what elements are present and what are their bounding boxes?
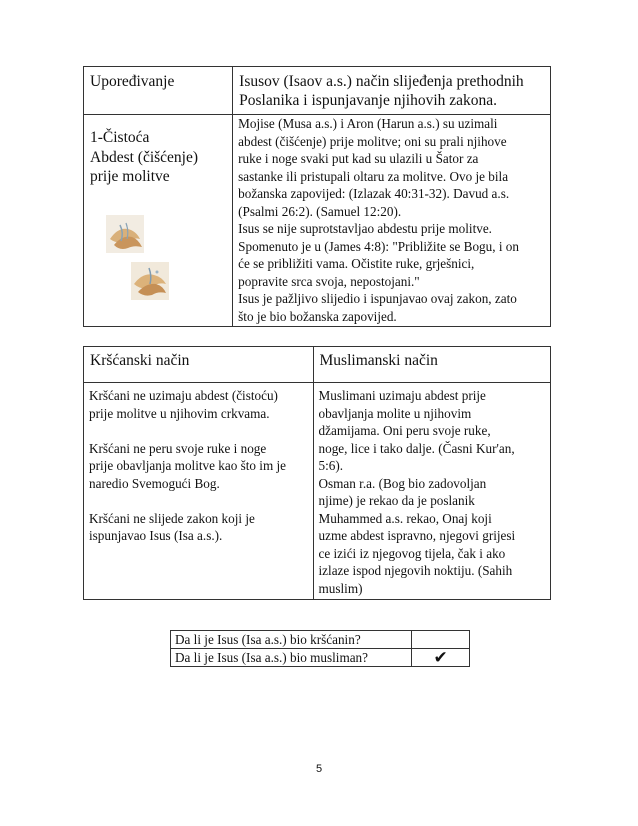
question-text: Da li je Isus (Isa a.s.) bio musliman? [171, 649, 412, 667]
question-row [171, 631, 470, 649]
text-line: njime) je rekao da je poslanik [318, 493, 475, 508]
text-line: Osman r.a. (Bog bio zadovoljan [318, 475, 487, 491]
text-line: Mojise (Musa a.s.) i Aron (Harun a.s.) su uzimali [238, 116, 498, 131]
cleanliness-text-cell [233, 115, 551, 327]
cleanliness-title-cell [84, 115, 233, 327]
text-line: izlaze ispod njegovih noktiju. (Sahih [318, 563, 513, 578]
christian-muslim-header-row [84, 347, 551, 383]
comparison-header-col1: Upoređivanje [84, 67, 233, 115]
question-table [170, 630, 470, 667]
text-line: će se približiti vama. Očistite ruke, grješnici, [238, 256, 475, 271]
text-line: Kršćani ne peru svoje ruke i noge [89, 440, 267, 456]
text-line: naredio Svemogući Bog. [89, 475, 220, 491]
text-line: prije molitve u njihovim crkvama. [89, 405, 270, 421]
check-icon: ✔ [412, 649, 470, 667]
text-line: Spomenuto je u (James 4:8): "Približite se Bogu, i on [238, 238, 519, 254]
text-line: Isus se nije suprotstavljao abdestu prije molitve. [238, 221, 492, 236]
muslim-way-cell [313, 383, 550, 600]
cleanliness-title-line: prije molitve [90, 168, 170, 185]
answer-cell [412, 631, 470, 649]
text-line: prije obavljanja molitve kao što im je [89, 458, 287, 473]
text-line: Kršćani ne slijede zakon koji je [89, 510, 255, 526]
text-line: božanska zapovijed: (Izlazak 40:31-32). Davud a.s. [238, 186, 510, 201]
text-line: ce izići iz njegovog tijela, čak i ako [318, 545, 506, 561]
text-line: abdest (čišćenje) prije molitve; oni su prali njihove [238, 133, 507, 149]
text-line: Muhammed a.s. rekao, Onaj koji [318, 510, 492, 526]
text-line: popravite srca svoja, nepostojani." [238, 273, 420, 289]
text-line: ispunjavao Isus (Isa a.s.). [89, 528, 223, 543]
text-line: obavljanja molite u njihovim [318, 405, 472, 421]
text-line: noge, lice i tako dalje. (Časni Kur'an, [318, 440, 515, 456]
text-line: džamijama. Oni peru svoje ruke, [318, 423, 491, 438]
text-line: uzme abdest ispravno, njegovi grijesi [318, 528, 516, 543]
christian-way-cell [84, 383, 314, 600]
cleanliness-title-line: Abdest (čišćenje) [90, 148, 199, 166]
page-number: 5 [315, 763, 323, 775]
text-line: Kršćani ne uzimaju abdest (čistoću) [89, 388, 278, 403]
christian-muslim-table [83, 346, 551, 600]
comparison-table [83, 66, 551, 327]
comparison-header-col2: Isusov (Isaov a.s.) način slijeđenja prethodnih Poslanika i ispunjavanje njihovih zakona. [233, 67, 551, 115]
text-line: sastanke ili pristupali oltaru za molitve. Ovo je bila [238, 168, 509, 184]
muslim-way-header: Muslimanski način [313, 347, 550, 383]
text-line: Muslimani uzimaju abdest prije [318, 388, 486, 403]
cleanliness-title-line: 1-Čistoća [90, 129, 150, 146]
cleanliness-row [84, 115, 551, 327]
question-text: Da li je Isus (Isa a.s.) bio kršćanin? [171, 631, 412, 649]
text-line: ruke i noge svaki put kad su ulazili u Šator za [238, 151, 479, 166]
text-line: 5:6). [318, 458, 344, 473]
christian-way-header: Kršćanski način [84, 347, 314, 383]
christian-muslim-body-row [84, 383, 551, 600]
text-line: što je bio božanska zapovijed. [238, 308, 397, 324]
text-line: muslim) [318, 580, 363, 596]
text-line: Isus je pažljivo slijedio i ispunjavao ovaj zakon, zato [238, 291, 517, 306]
comparison-header-row [84, 67, 551, 115]
question-row [171, 649, 470, 667]
hands-washing-image-1 [106, 215, 144, 253]
text-line: (Psalmi 26:2). (Samuel 12:20). [238, 203, 402, 219]
hands-washing-image-2 [131, 262, 169, 300]
